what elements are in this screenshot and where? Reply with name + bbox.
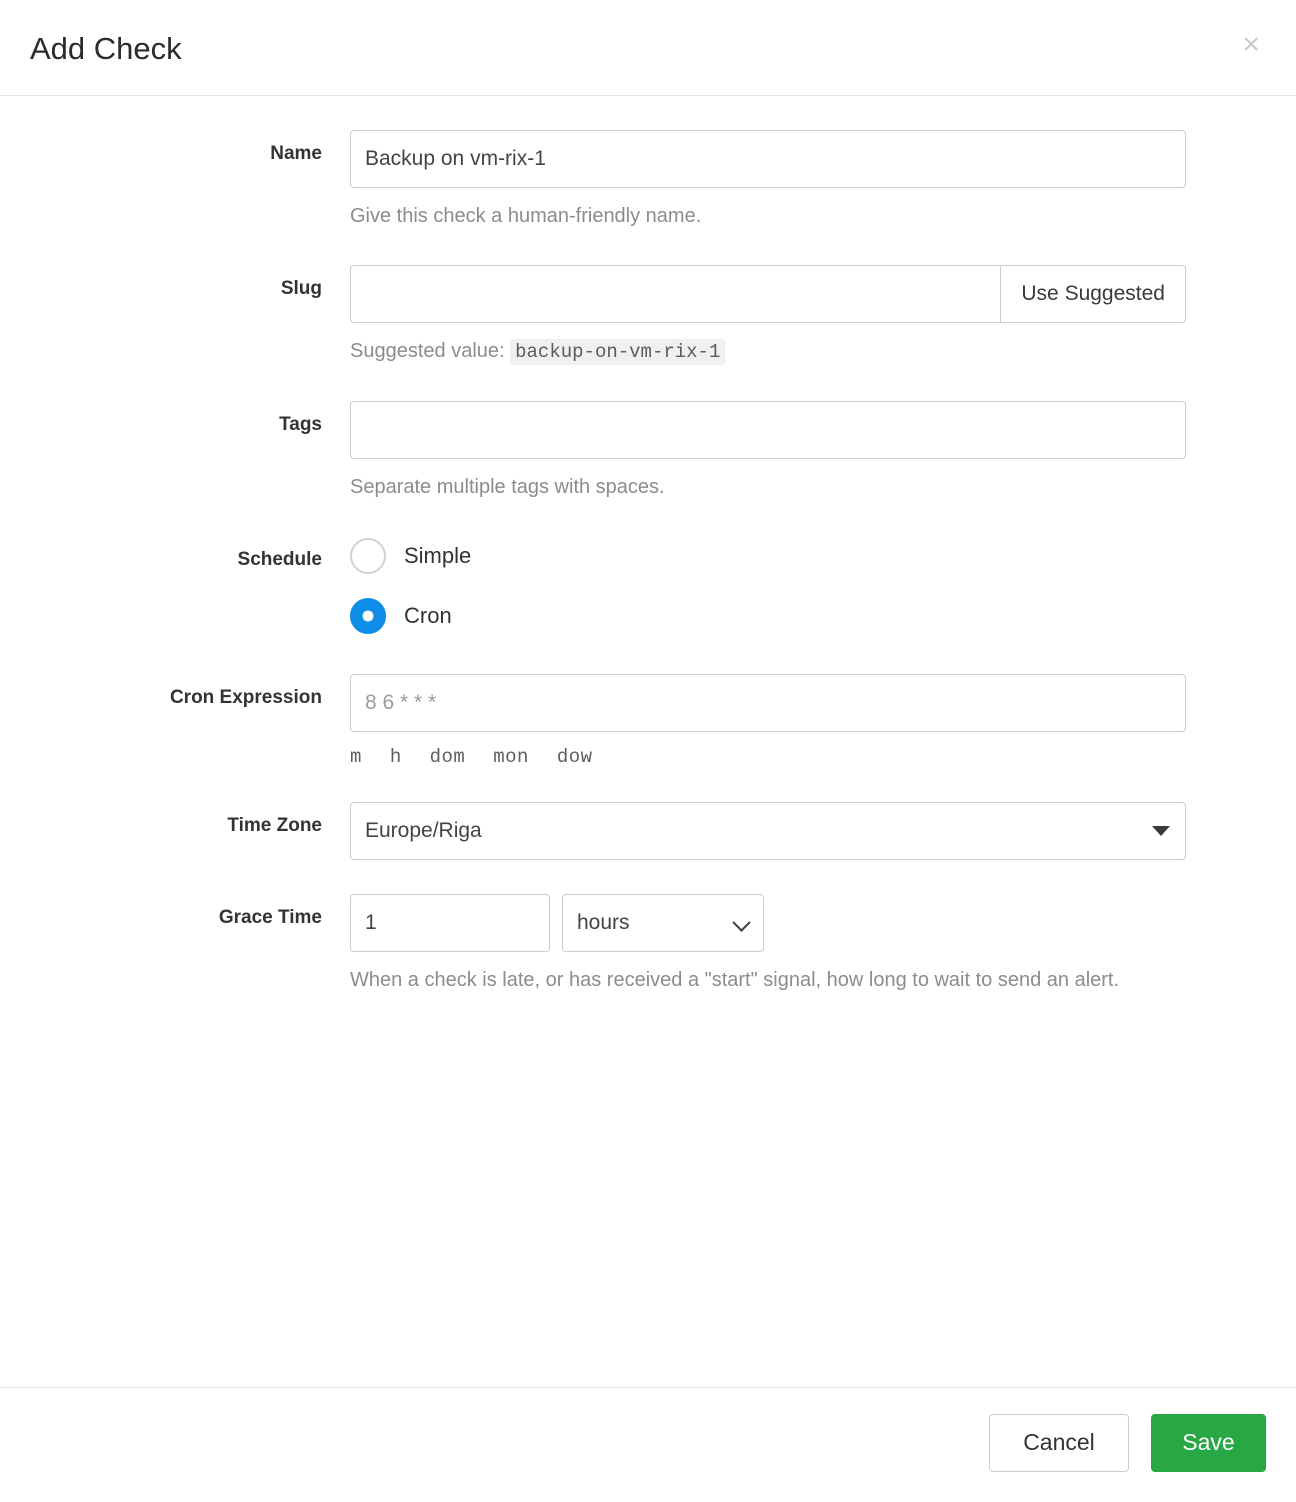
slug-help-text (350, 337, 1186, 367)
time-zone-label: Time Zone (227, 814, 322, 836)
cron-expression-label: Cron Expression (169, 686, 322, 708)
close-icon[interactable]: × (1234, 26, 1268, 64)
form-row-time-zone (30, 802, 1216, 860)
tags-label: Tags (279, 413, 322, 435)
use-suggested-button[interactable]: Use Suggested (1000, 265, 1186, 323)
grace-time-input[interactable] (350, 894, 550, 952)
name-label: Name (270, 143, 322, 165)
cron-hint-dow: dow (556, 745, 593, 768)
schedule-option-cron-label[interactable]: Cron (404, 602, 452, 628)
page-title: Add Check (30, 31, 182, 66)
tags-input[interactable] (350, 401, 1186, 459)
time-zone-select-wrap (350, 802, 1186, 860)
grace-time-group (350, 894, 1186, 952)
form-row-cron-expression (30, 674, 1216, 768)
grace-time-label: Grace Time (218, 906, 322, 928)
schedule-option-cron[interactable] (350, 598, 1186, 634)
dialog-footer (0, 1387, 1296, 1502)
form-row-slug (30, 265, 1216, 367)
radio-simple-icon[interactable] (350, 538, 386, 574)
name-help-text: Give this check a human-friendly name. (350, 205, 702, 228)
grace-time-unit-select[interactable] (562, 894, 764, 952)
grace-time-unit-wrap (562, 894, 764, 952)
schedule-option-simple-label[interactable]: Simple (404, 542, 472, 568)
slug-suggested-value: backup-on-vm-rix-1 (510, 339, 725, 365)
dialog-header (0, 0, 1296, 96)
form-row-tags (30, 401, 1216, 502)
cron-hint-m: m (350, 745, 362, 768)
schedule-radio-group (350, 536, 1186, 634)
cron-hint-dom: dom (429, 745, 466, 768)
schedule-option-simple[interactable] (350, 538, 1186, 574)
grace-time-help-text: When a check is late, or has received a "start" signal, how long to wait to send an alert. (350, 968, 1120, 991)
save-button[interactable]: Save (1151, 1414, 1266, 1472)
slug-input[interactable] (350, 265, 1000, 323)
form-row-schedule (30, 536, 1216, 634)
slug-help-prefix: Suggested value: (350, 340, 505, 363)
slug-label: Slug (280, 278, 322, 300)
name-input[interactable] (350, 130, 1186, 188)
schedule-label: Schedule (237, 548, 322, 570)
time-zone-select[interactable] (350, 802, 1186, 860)
cancel-button[interactable]: Cancel (989, 1414, 1129, 1472)
radio-cron-icon[interactable] (350, 598, 386, 634)
form-row-grace-time (30, 894, 1216, 995)
cron-hint-mon: mon (493, 745, 529, 768)
cron-expression-input[interactable] (350, 674, 1186, 732)
cron-hint (350, 746, 1186, 768)
tags-help-text: Separate multiple tags with spaces. (350, 475, 665, 498)
form-row-name (30, 130, 1216, 231)
dialog-body (0, 96, 1296, 1387)
slug-input-group (350, 265, 1186, 323)
cron-hint-h: h (389, 745, 402, 768)
